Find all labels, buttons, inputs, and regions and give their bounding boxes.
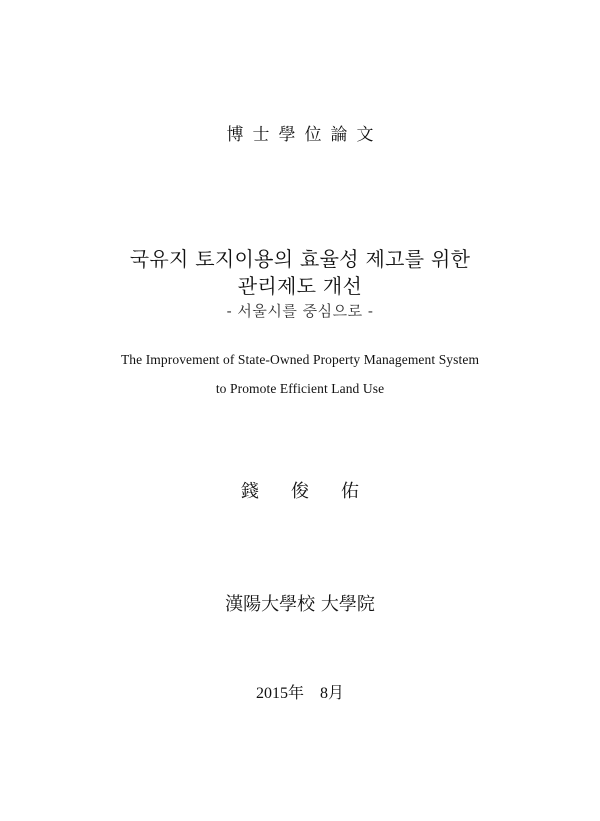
author-name-char: 佑 xyxy=(341,481,359,502)
degree-label: 博士學位論文 xyxy=(226,125,383,145)
korean-subtitle: - 서울시를 중심으로 - xyxy=(226,302,374,320)
author-name xyxy=(0,477,600,503)
author-name-char: 錢 xyxy=(241,481,259,502)
institution-name: 漢陽大學校 大學院 xyxy=(225,594,375,615)
author-name-char: 俊 xyxy=(291,481,309,502)
korean-title-line-1: 국유지 토지이용의 효율성 제고를 위한 xyxy=(129,247,471,271)
submission-date: 2015年 8月 xyxy=(255,685,344,702)
english-title-line-2: to Promote Efficient Land Use xyxy=(215,381,385,396)
korean-title-line-2: 관리제도 개선 xyxy=(237,274,363,298)
english-title-line-1: The Improvement of State-Owned Property Management System xyxy=(120,352,480,367)
